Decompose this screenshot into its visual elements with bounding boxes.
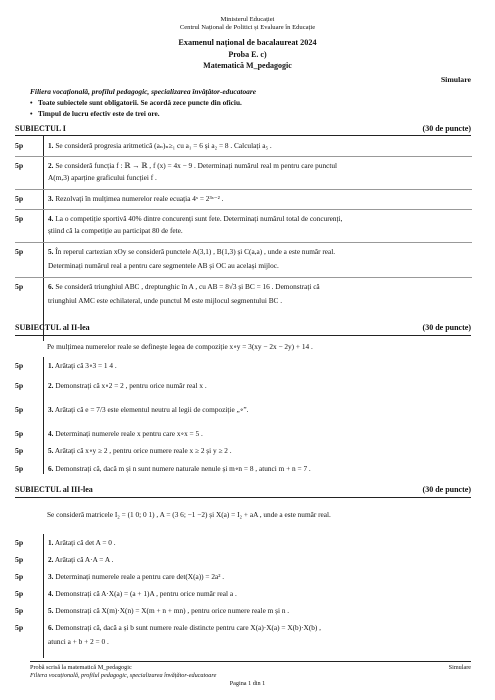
exercise-statement: Arătați că e = 7/3 este elementul neutru al legii de compoziție „∘”.: [54, 405, 249, 414]
exercise-statement: Se consideră funcția f : ℝ → ℝ , f (x) = 4x − 9 . Determinați numărul real m pentru care punctul: [55, 161, 338, 170]
exercise-points: 5p: [15, 161, 24, 170]
section-intro: Pe mulțimea numerelor reale se definește legea de compoziție x∘y = 3(xy − 2x − 2y) + 14 .: [47, 342, 313, 351]
exercise-points: 5p: [15, 247, 24, 256]
section-points: (30 de puncte): [422, 124, 471, 133]
exercise-number: 5.: [48, 247, 54, 256]
exercise-points: 5p: [15, 361, 24, 370]
exercise-number: 3.: [48, 194, 54, 203]
exercise-number: 4.: [48, 214, 54, 223]
exercise-points: 5p: [15, 405, 24, 414]
exercise-statement: Demonstrați că, dacă a și b sunt numere reale distincte pentru care X(a)·X(a) = X(b)·X(b) ,: [55, 623, 321, 632]
row-divider: [15, 242, 472, 243]
exercise-statement: Demonstrați că X(m)·X(n) = X(m + n + mn) , pentru orice numere reale m și n .: [55, 606, 290, 615]
exercise-points: 5p: [15, 555, 24, 564]
exercise-number: 2.: [48, 555, 54, 564]
row-divider: [15, 156, 472, 157]
section-title: SUBIECTUL al II-lea: [15, 323, 90, 332]
exercise-text: [48, 447, 472, 455]
exercise-text: [48, 248, 472, 256]
simulare-label: Simulare: [440, 75, 471, 84]
instruction-text: Timpul de lucru efectiv este de trei ore.: [38, 109, 160, 118]
section-title: SUBIECTUL al III-lea: [15, 485, 93, 494]
exercise-number: 5.: [48, 446, 54, 455]
exercise-statement: Demonstrați că x∘2 = 2 , pentru orice număr real x .: [55, 381, 207, 390]
exercise-text: [48, 573, 472, 581]
exercise-number: 1.: [48, 538, 54, 547]
exercise-statement: Arătați că x∘y ≥ 2 , pentru orice numere reale x ≥ 2 și y ≥ 2 .: [54, 446, 232, 455]
footer-divider: [30, 661, 471, 662]
exercise-text: [48, 539, 472, 547]
exam-title: Examenul național de bacalaureat 2024: [178, 38, 317, 47]
exercise-number: 4.: [48, 429, 54, 438]
instruction-bullet: [30, 110, 160, 118]
exercise-number: 6.: [48, 282, 54, 291]
exercise-text: [48, 362, 472, 370]
page-number: Pagina 1 din 1: [229, 680, 266, 687]
row-divider: [15, 209, 472, 210]
exercise-points: 5p: [15, 589, 24, 598]
section-intro: Se consideră matricele I₂ = (1 0; 0 1) , A = (3 6; −1 −2) și X(a) = I₂ + aA , unde a este număr real.: [47, 510, 331, 519]
exercise-continuation: A(m,3) aparține graficului funcției f .: [48, 173, 157, 182]
exercise-continuation: atunci a + b + 2 = 0 .: [48, 637, 109, 646]
exercise-points: 5p: [15, 623, 24, 632]
bullet-icon: •: [30, 98, 33, 107]
exercise-points: 5p: [15, 538, 24, 547]
exercise-statement: Se consideră triunghiul ABC , dreptunghic în A , cu AB = 8√3 și BC = 16 . Demonstrați că: [55, 282, 320, 291]
exercise-text: [48, 556, 472, 564]
exercise-number: 6.: [48, 623, 54, 632]
section-title: SUBIECTUL I: [15, 124, 66, 133]
section-divider: [15, 135, 471, 136]
instruction-text: Toate subiectele sunt obligatorii. Se acordă zece puncte din oficiu.: [38, 98, 242, 107]
row-divider: [15, 189, 472, 190]
exercise-statement: Arătați că A·A = A .: [54, 555, 114, 564]
exercise-text: [48, 283, 472, 291]
exercise-text: [48, 382, 472, 390]
exercise-number: 2.: [48, 381, 54, 390]
exercise-points: 5p: [15, 464, 24, 473]
footer-simulare: Simulare: [448, 664, 471, 671]
exercise-text: [48, 465, 472, 473]
exercise-statement: În reperul cartezian xOy se consideră punctele A(3,1) , B(1,3) și C(a,a) , unde a este număr real.: [55, 247, 336, 256]
exercise-number: 1.: [48, 141, 54, 150]
exercise-continuation: știind că la competiție au participat 80 de fete.: [48, 226, 183, 235]
instruction-bullet: [30, 99, 242, 107]
exercise-points: 5p: [15, 214, 24, 223]
exercise-points: 5p: [15, 141, 24, 150]
exercise-text: [48, 142, 472, 150]
exercise-statement: Demonstrați că, dacă m și n sunt numere naturale nenule și m∘n = 8 , atunci m + n = 7 .: [55, 464, 311, 473]
exercise-points: 5p: [15, 194, 24, 203]
exercise-statement: Determinați numerele reale x pentru care x∘x = 5 .: [55, 429, 203, 438]
filiera-text: Filiera vocațională, profilul pedagogic, specializarea învățător-educatoare: [30, 87, 257, 96]
bullet-icon: •: [30, 109, 33, 118]
exercise-statement: Determinați numerele reale a pentru care det(X(a)) = 2a² .: [55, 572, 225, 581]
exercise-continuation: Determinați numărul real a pentru care segmentele AB și OC au același mijloc.: [48, 261, 279, 270]
exercise-number: 2.: [48, 161, 54, 170]
section-points: (30 de puncte): [422, 485, 471, 494]
section-heading: [15, 124, 471, 133]
section-divider: [15, 497, 471, 498]
points-column-line: [43, 357, 44, 474]
exercise-points: 5p: [15, 381, 24, 390]
exercise-statement: Demonstrați că A·X(a) = (a + 1)A , pentru orice număr real a .: [55, 589, 237, 598]
ministry-name: Ministerul Educației: [220, 16, 275, 23]
exercise-text: [48, 624, 472, 632]
exercise-number: 4.: [48, 589, 54, 598]
section-divider: [15, 335, 471, 336]
exercise-points: 5p: [15, 429, 24, 438]
exercise-statement: Rezolvați în mulțimea numerelor reale ecuația 4ˣ = 2³ˣ⁻² .: [55, 194, 224, 203]
subject-title: Matematică M_pedagogic: [203, 61, 292, 70]
exercise-points: 5p: [15, 572, 24, 581]
center-name: Centrul Național de Politici și Evaluare în Educație: [179, 24, 316, 31]
exercise-text: [48, 195, 472, 203]
exercise-number: 1.: [48, 361, 54, 370]
exercise-text: [48, 162, 472, 170]
exercise-points: 5p: [15, 282, 24, 291]
exercise-points: 5p: [15, 446, 24, 455]
exercise-number: 3.: [48, 572, 54, 581]
proba-title: Proba E. c): [228, 50, 267, 59]
row-divider: [15, 277, 472, 278]
exercise-text: [48, 406, 472, 414]
exercise-number: 3.: [48, 405, 54, 414]
section-heading: [15, 485, 471, 494]
exercise-text: [48, 607, 472, 615]
exercise-continuation: triunghiul AMC este echilateral, unde punctul M este mijlocul segmentului BC .: [48, 296, 283, 305]
section-heading: [15, 323, 471, 332]
exercise-text: [48, 590, 472, 598]
exercise-text: [48, 430, 472, 438]
exercise-statement: Arătați că 3∘3 = 1 4 .: [54, 361, 117, 370]
exercise-points: 5p: [15, 606, 24, 615]
exercise-statement: La o competiție sportivă 40% dintre concurenți sunt fete. Determinați numărul total de concurenți,: [55, 214, 343, 223]
exercise-number: 6.: [48, 464, 54, 473]
exercise-statement: Arătați că det A = 0 .: [54, 538, 116, 547]
exercise-statement: Se consideră progresia aritmetică (aₙ)ₙ≥₁ cu a₁ = 6 și a₂ = 8 . Calculați a₅ .: [55, 141, 272, 150]
section-points: (30 de puncte): [422, 323, 471, 332]
exercise-number: 5.: [48, 606, 54, 615]
footer-filiera: Filiera vocațională, profilul pedagogic, specializarea învățător-educatoare: [30, 672, 217, 679]
footer-proba: Probă scrisă la matematică M_pedagogic: [30, 664, 132, 671]
exercise-text: [48, 215, 472, 223]
